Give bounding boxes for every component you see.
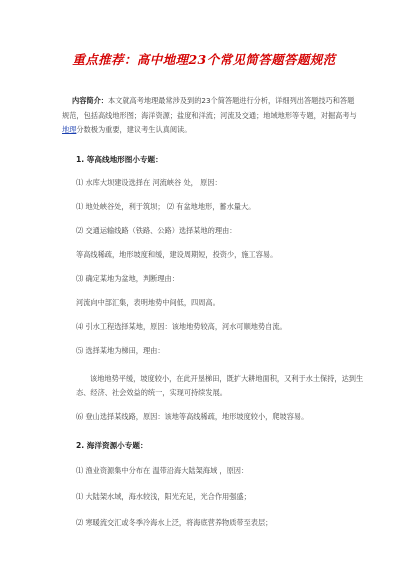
content-line: ⑴ 渔业资源集中分布在 温带沿海大陆架海域 ，原因： <box>76 466 249 475</box>
content-line: ⑴ 水库大坝建设选择在 河流峡谷 处， 原因： <box>76 178 222 187</box>
content-line: 等高线稀疏，地形坡度和缓，建设周期短，投资少，施工容易。 <box>76 250 278 259</box>
content-line: 河流向中部汇集，表明地势中间低，四周高。 <box>76 298 220 307</box>
content-line: ⑹ 登山选择某线路，原因：该地等高线稀疏，地形坡度较小，爬坡容易。 <box>76 412 309 421</box>
intro-label: 内容简介： <box>72 96 108 105</box>
content-line: ⑷ 引水工程选择某地，原因：该地地势较高，河水可顺地势自流。 <box>76 322 287 331</box>
intro-paragraph <box>62 94 358 138</box>
section-heading-contour: 1. 等高线地形图小专题： <box>76 155 163 164</box>
intro-text: 本文就高考地理最常涉及到的23个简答题进行分析，详细列出答题技巧和答题规范，包括高线地形图；海洋资源；盐度和洋流；河流及交通；地域地形等专题，对掘高考与 <box>62 96 357 120</box>
content-line: ⑴ 大陆架水域，海水较浅，阳光充足，光合作用强盛； <box>76 492 251 501</box>
content-paragraph: 该地地势平缓，坡度较小，在此开垦梯田，既扩大耕地面积，又利于水土保持，达到生态、经济、社会效益的统一，实现可持续发展。 <box>76 374 364 397</box>
geography-link[interactable]: 地理 <box>62 125 77 134</box>
content-line: ⑵ 交通运输线路（铁路、公路）选择某地的理由： <box>76 226 237 235</box>
content-line: ⑴ 地处峡谷处，利于筑坝； ⑵ 有盆地地形，蓄水量大。 <box>76 202 256 211</box>
content-line: ⑶ 确定某地为盆地，判断理由： <box>76 274 179 283</box>
content-line: ⑸ 选择某地为梯田，理由： <box>76 346 165 355</box>
intro-text-end: 分数极为重要，建议考生认真阅读。 <box>76 125 192 134</box>
section-heading-ocean: 2. 海洋资源小专题： <box>76 441 148 450</box>
content-line: ⑵ 寒暖流交汇或冬季冷海水上泛，将海底营养物质带至表层； <box>76 518 273 527</box>
page-title: 重点推荐：高中地理23个常见简答题答题规范 <box>72 52 336 67</box>
